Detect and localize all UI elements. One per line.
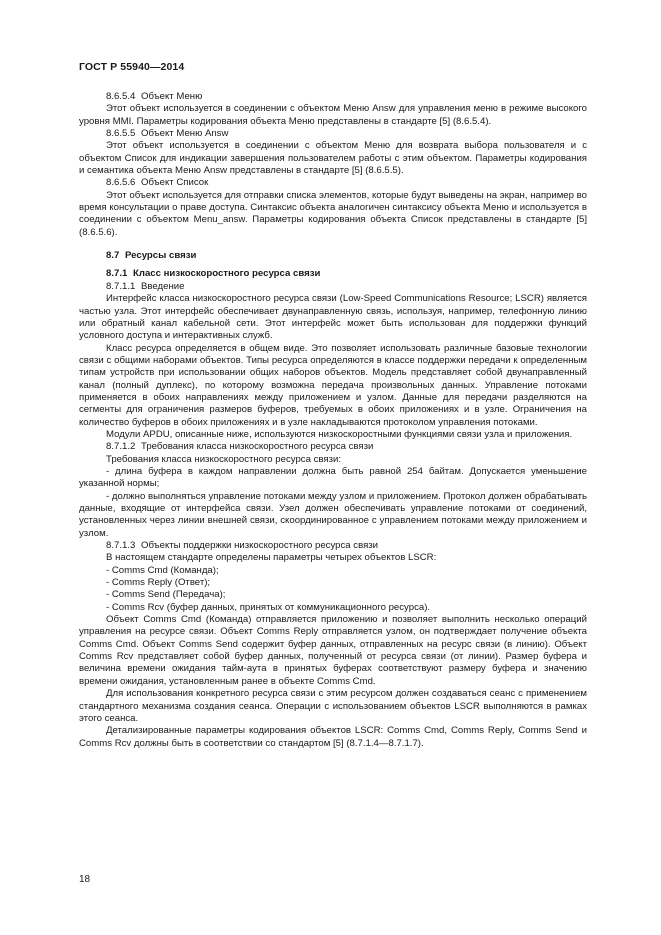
document-header: ГОСТ Р 55940—2014 bbox=[79, 61, 185, 73]
section-title: Ресурсы связи bbox=[125, 250, 197, 262]
section-title: Требования класса низкоскоростного ресурса связи bbox=[141, 441, 374, 453]
list-item: - должно выполняться управление потоками между узлом и приложением. Протокол должен обрабатывать данные, входящие от интерфейса связи. Узел должен обеспечивать управление потоками от соединений, установленных через линии внешней связи, скоординированное с управлением потоками между приложением и узлом. bbox=[79, 490, 587, 539]
section-heading-8-6-5-5 bbox=[79, 128, 587, 140]
section-heading-8-7-1-1 bbox=[79, 281, 587, 293]
section-heading-8-7-1-2 bbox=[79, 441, 587, 453]
section-number: 8.7.1.2 bbox=[106, 441, 136, 453]
section-title: Объект Меню Answ bbox=[141, 128, 229, 140]
section-heading-8-7 bbox=[79, 250, 587, 262]
paragraph: Модули APDU, описанные ниже, используются низкоскоростными функциями связи узла и приложения. bbox=[106, 428, 573, 440]
section-heading-8-7-1-3 bbox=[79, 540, 587, 552]
section-heading-8-7-1 bbox=[79, 268, 587, 280]
section-title: Введение bbox=[141, 280, 185, 292]
paragraph: Объект Comms Cmd (Команда) отправляется приложению и позволяет выполнить несколько операций управления на ресурсе связи. Объект Comms Reply отправляется узлом, он подтверждает получение объекта Comms Cmd. Объект Comms Send содержит буфер данных, отправленных на ресурс связи (в линию). Объект Comms Rcv представляет собой буфер данных, полученный от ресурса связи (от линии). Размер буфера и величина времени ожидания тайм-аута в принятых буферах соответствуют размеру буфера и значению времени ожидания, установленным ранее в объекте Comms Cmd. bbox=[79, 614, 587, 687]
section-title: Объект Список bbox=[141, 177, 209, 189]
section-number: 8.7.1.1 bbox=[106, 280, 136, 292]
paragraph: Класс ресурса определяется в общем виде. Это позволяет использовать различные базовые технологии связи с общими наборами объектов. Типы ресурса определяются в классе поддержки передачи к определенным типам устройств при использовании общих наборов объектов. Модель представляет собой двунаправленный канал (полный дуплекс), по которому возможна передача произвольных данных. Управление потоками применяется в обоих направлениях между приложением и узлом. Данные для передачи разделяются на сегменты для ограничения размеров буферов, требуемых в обоих приложениях и в узле. Ограничения на количество буферов в обоих приложениях и в узле накладываются протоколом управления потоками. bbox=[79, 342, 587, 428]
document-body bbox=[79, 91, 587, 750]
paragraph: Интерфейс класса низкоскоростного ресурса связи (Low-Speed Communications Resource; LSCR) является частью узла. Этот интерфейс обеспечивает двунаправленную связь, используя, например, телефонную линию или обратный канал кабельной сети. Этот интерфейс может быть использован для поддержки функций условного доступа и интерактивных служб. bbox=[79, 293, 587, 342]
section-title: Класс низкоскоростного ресурса связи bbox=[133, 268, 321, 280]
paragraph: Этот объект используется в соединении с объектом Меню Answ для управления меню в режиме высокого уровня MMI. Параметры кодирования объекта Меню представлены в стандарте [5] (8.6.5.4). bbox=[79, 103, 587, 127]
list-item: - Comms Reply (Ответ); bbox=[106, 577, 211, 589]
paragraph: Для использования конкретного ресурса связи с этим ресурсом должен создаваться сеанс с применением стандартного механизма создания сеанса. Операции с использованием объектов LSCR выполняются в рамках этого сеанса. bbox=[79, 688, 587, 724]
paragraph: Этот объект используется для отправки списка элементов, которые будут выведены на экран, например во время консультации о праве доступа. Синтаксис объекта аналогичен синтаксису объекта Меню и используется в соединении с объектом Menu_answ. Параметры кодирования объекта Список представлены в стандарте [5] (8.6.5.6). bbox=[79, 189, 587, 238]
list-item: - Comms Send (Передача); bbox=[106, 589, 226, 601]
section-number: 8.6.5.5 bbox=[106, 128, 136, 140]
section-title: Объект Меню bbox=[141, 91, 203, 102]
paragraph: Требования класса низкоскоростного ресурса связи: bbox=[106, 453, 342, 465]
page-number: 18 bbox=[79, 874, 91, 885]
section-number: 8.7.1 bbox=[106, 268, 128, 280]
section-number: 8.7.1.3 bbox=[106, 540, 136, 552]
paragraph: Этот объект используется в соединении с объектом Меню для возврата выбора пользователя и с объектом Список для индикации завершения пользователем работы с этим объектом. Параметры кодирования и семантика объекта Меню Answ представлены в стандарте [5] (8.6.5.5). bbox=[79, 140, 587, 177]
paragraph: Детализированные параметры кодирования объектов LSCR: Comms Cmd, Comms Reply, Comms Send и Comms Rcv должны быть в соответствии со стандартом [5] (8.7.1.4—8.7.1.7). bbox=[79, 725, 587, 749]
list-item: - Comms Rcv (буфер данных, принятых от коммуникационного ресурса). bbox=[106, 601, 431, 613]
section-heading-8-6-5-4 bbox=[79, 91, 587, 103]
section-number: 8.6.5.6 bbox=[106, 177, 136, 189]
list-item: - Comms Cmd (Команда); bbox=[106, 564, 219, 576]
section-title: Объекты поддержки низкоскоростного ресурса связи bbox=[141, 540, 379, 552]
section-number: 8.7 bbox=[106, 250, 120, 262]
paragraph: В настоящем стандарте определены параметры четырех объектов LSCR: bbox=[106, 552, 437, 564]
section-heading-8-6-5-6 bbox=[79, 177, 587, 189]
list-item: - длина буфера в каждом направлении должна быть равной 254 байтам. Допускается уменьшение указанной нормы; bbox=[79, 465, 587, 490]
section-number: 8.6.5.4 bbox=[106, 91, 136, 102]
